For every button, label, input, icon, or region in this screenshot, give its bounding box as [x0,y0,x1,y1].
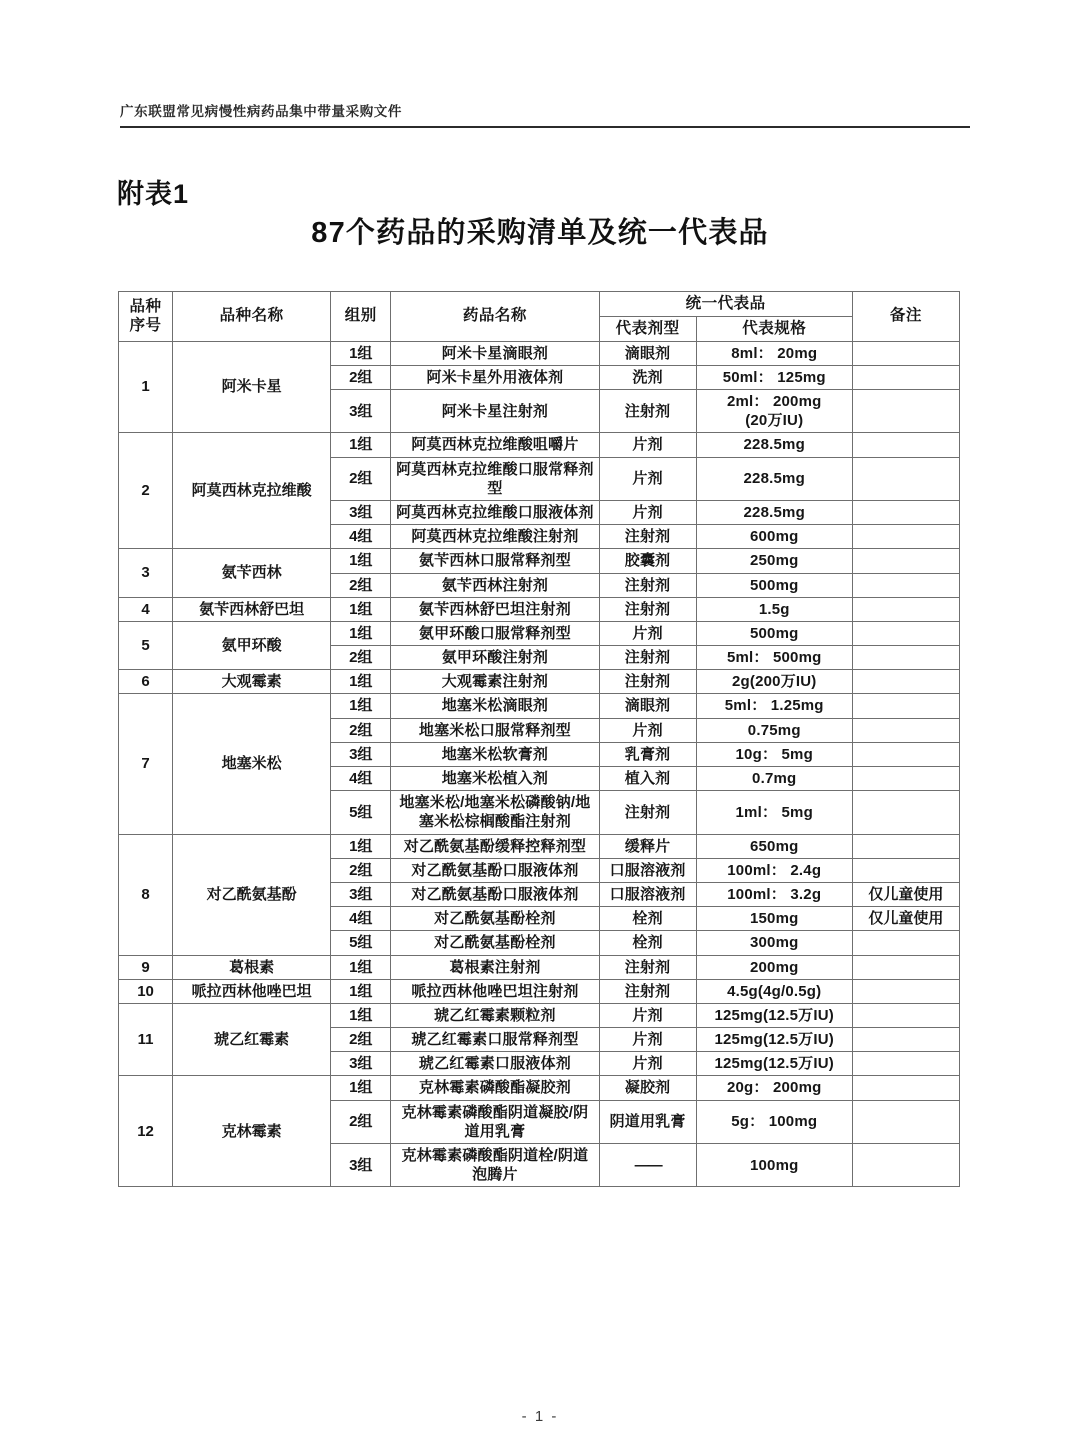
cell-drug-name: 琥乙红霉素口服液体剂 [391,1052,599,1076]
cell-note [852,718,959,742]
cell-representative-spec: 2g(200万IU) [696,670,852,694]
cell-representative-form: 注射剂 [599,390,696,433]
cell-note [852,791,959,834]
table-row [119,979,960,1003]
cell-variety-index: 3 [119,549,173,597]
cell-representative-spec: 20g： 200mg [696,1076,852,1100]
spec-line-1: 2ml： 200mg [726,393,822,411]
table-row [119,549,960,573]
cell-note [852,742,959,766]
cell-note [852,341,959,365]
cell-note: 仅儿童使用 [852,882,959,906]
cell-group: 2组 [331,457,391,500]
cell-variety-index: 1 [119,341,173,433]
table-row [119,341,960,365]
cell-representative-form: 栓剂 [599,931,696,955]
cell-variety-index: 9 [119,955,173,979]
table-row [119,834,960,858]
cell-representative-form: 阴道用乳膏 [599,1100,696,1143]
cell-representative-spec: 0.75mg [696,718,852,742]
cell-group: 3组 [331,1052,391,1076]
cell-representative-spec: 5ml： 500mg [696,646,852,670]
cell-representative-form: 乳膏剂 [599,742,696,766]
spec-line-2: (20万IU) [745,412,804,430]
header-index [119,292,173,342]
cell-group: 3组 [331,390,391,433]
cell-group: 1组 [331,341,391,365]
header-divider [120,126,970,128]
cell-drug-name: 对乙酰氨基酚缓释控释剂型 [391,834,599,858]
cell-representative-form: 口服溶液剂 [599,882,696,906]
cell-representative-form: 片剂 [599,500,696,524]
cell-drug-name: 阿莫西林克拉维酸口服液体剂 [391,500,599,524]
cell-representative-form: 片剂 [599,1028,696,1052]
cell-note [852,365,959,389]
table-body [119,341,960,1187]
cell-drug-name: 阿莫西林克拉维酸注射剂 [391,525,599,549]
cell-note [852,500,959,524]
cell-representative-form: 口服溶液剂 [599,858,696,882]
cell-group: 4组 [331,767,391,791]
cell-variety-name: 氨甲环酸 [173,621,331,669]
table-row [119,433,960,457]
cell-variety-index: 7 [119,694,173,834]
cell-note [852,1100,959,1143]
cell-note [852,549,959,573]
header-variety-name: 品种名称 [173,292,331,342]
cell-drug-name: 地塞米松软膏剂 [391,742,599,766]
cell-representative-spec: 200mg [696,955,852,979]
cell-representative-form: 缓释片 [599,834,696,858]
drug-procurement-table-wrapper [118,291,960,1187]
cell-note [852,767,959,791]
cell-representative-spec: 5g： 100mg [696,1100,852,1143]
running-header [120,100,970,128]
cell-note [852,670,959,694]
cell-group: 1组 [331,955,391,979]
cell-representative-spec: 100ml： 2.4g [696,858,852,882]
cell-variety-index: 2 [119,433,173,549]
cell-note [852,955,959,979]
cell-note [852,834,959,858]
cell-drug-name: 对乙酰氨基酚口服液体剂 [391,858,599,882]
cell-variety-index: 5 [119,621,173,669]
cell-variety-index: 12 [119,1076,173,1187]
cell-representative-form: 栓剂 [599,907,696,931]
cell-note [852,390,959,433]
cell-representative-form: 片剂 [599,1003,696,1027]
cell-drug-name: 氨苄西林口服常释剂型 [391,549,599,573]
cell-drug-name: 地塞米松口服常释剂型 [391,718,599,742]
table-row [119,597,960,621]
cell-drug-name: 对乙酰氨基酚栓剂 [391,931,599,955]
cell-representative-spec: 500mg [696,573,852,597]
cell-drug-name: 阿莫西林克拉维酸口服常释剂型 [391,457,599,500]
cell-drug-name: 氨甲环酸注射剂 [391,646,599,670]
cell-drug-name: 阿莫西林克拉维酸咀嚼片 [391,433,599,457]
header-index-line2: 序号 [129,317,162,335]
cell-note [852,1076,959,1100]
table-header-row-1 [119,292,960,317]
cell-representative-form: 注射剂 [599,525,696,549]
cell-drug-name: 克林霉素磷酸酯凝胶剂 [391,1076,599,1100]
em-dash-placeholder: —— [634,1156,661,1174]
cell-group: 2组 [331,646,391,670]
cell-representative-spec: 150mg [696,907,852,931]
cell-representative-spec: 100ml： 3.2g [696,882,852,906]
cell-variety-index: 4 [119,597,173,621]
cell-note [852,694,959,718]
cell-group: 2组 [331,1028,391,1052]
cell-variety-name: 哌拉西林他唑巴坦 [173,979,331,1003]
cell-representative-form: 片剂 [599,621,696,645]
cell-representative-form: 凝胶剂 [599,1076,696,1100]
cell-representative-spec [696,390,852,433]
cell-drug-name: 地塞米松滴眼剂 [391,694,599,718]
cell-drug-name: 克林霉素磷酸酯阴道栓/阴道泡腾片 [391,1144,599,1187]
cell-representative-spec: 500mg [696,621,852,645]
cell-representative-form: 注射剂 [599,573,696,597]
header-rep-spec: 代表规格 [696,316,852,341]
cell-group: 1组 [331,834,391,858]
cell-drug-name: 琥乙红霉素颗粒剂 [391,1003,599,1027]
cell-representative-spec: 0.7mg [696,767,852,791]
cell-representative-spec: 125mg(12.5万IU) [696,1028,852,1052]
cell-group: 2组 [331,858,391,882]
cell-note [852,1003,959,1027]
cell-representative-spec: 50ml： 125mg [696,365,852,389]
header-unified-representative: 统一代表品 [599,292,852,317]
cell-drug-name: 地塞米松/地塞米松磷酸钠/地塞米松棕榈酸酯注射剂 [391,791,599,834]
cell-representative-form: 注射剂 [599,791,696,834]
cell-representative-form: 滴眼剂 [599,694,696,718]
cell-representative-form: 片剂 [599,1052,696,1076]
cell-variety-name: 氨苄西林舒巴坦 [173,597,331,621]
cell-variety-index: 10 [119,979,173,1003]
table-row [119,1003,960,1027]
cell-drug-name: 对乙酰氨基酚栓剂 [391,907,599,931]
cell-variety-name: 地塞米松 [173,694,331,834]
cell-group: 1组 [331,1003,391,1027]
cell-drug-name: 克林霉素磷酸酯阴道凝胶/阴道用乳膏 [391,1100,599,1143]
cell-note [852,1144,959,1187]
cell-representative-form: 片剂 [599,718,696,742]
cell-representative-form: 片剂 [599,457,696,500]
header-drug-name: 药品名称 [391,292,599,342]
cell-representative-spec: 250mg [696,549,852,573]
cell-drug-name: 地塞米松植入剂 [391,767,599,791]
cell-group: 5组 [331,931,391,955]
cell-variety-name: 阿米卡星 [173,341,331,433]
cell-group: 2组 [331,718,391,742]
cell-note [852,1052,959,1076]
cell-group: 2组 [331,573,391,597]
table-row [119,621,960,645]
cell-representative-spec: 125mg(12.5万IU) [696,1052,852,1076]
cell-note [852,433,959,457]
cell-representative-spec: 4.5g(4g/0.5g) [696,979,852,1003]
cell-group: 1组 [331,597,391,621]
cell-representative-form: 胶囊剂 [599,549,696,573]
cell-drug-name: 哌拉西林他唑巴坦注射剂 [391,979,599,1003]
cell-representative-spec: 1.5g [696,597,852,621]
cell-group: 5组 [331,791,391,834]
header-group: 组别 [331,292,391,342]
cell-representative-form: 片剂 [599,433,696,457]
cell-note: 仅儿童使用 [852,907,959,931]
cell-group: 3组 [331,1144,391,1187]
table-head [119,292,960,342]
cell-representative-spec: 300mg [696,931,852,955]
cell-note [852,573,959,597]
attachment-label: 附表1 [117,179,190,209]
cell-group: 1组 [331,433,391,457]
cell-group: 3组 [331,882,391,906]
cell-representative-spec: 228.5mg [696,433,852,457]
cell-drug-name: 葛根素注射剂 [391,955,599,979]
page-number: - 1 - [521,1408,559,1425]
cell-variety-name: 氨苄西林 [173,549,331,597]
header-rep-form: 代表剂型 [599,316,696,341]
cell-note [852,597,959,621]
page-title: 87个药品的采购清单及统一代表品 [311,217,769,249]
cell-representative-spec: 1ml： 5mg [696,791,852,834]
cell-variety-name: 对乙酰氨基酚 [173,834,331,955]
cell-group: 1组 [331,979,391,1003]
cell-group: 1组 [331,694,391,718]
cell-drug-name: 氨苄西林注射剂 [391,573,599,597]
running-header-text: 广东联盟常见病慢性病药品集中带量采购文件 [120,104,402,120]
cell-variety-index: 11 [119,1003,173,1076]
cell-representative-spec: 228.5mg [696,457,852,500]
header-note: 备注 [852,292,959,342]
cell-drug-name: 阿米卡星滴眼剂 [391,341,599,365]
cell-representative-form: 注射剂 [599,646,696,670]
cell-representative-spec: 228.5mg [696,500,852,524]
table-row [119,1076,960,1100]
cell-representative-spec: 5ml： 1.25mg [696,694,852,718]
cell-representative-form: 注射剂 [599,670,696,694]
table-row [119,694,960,718]
cell-representative-form: 洗剂 [599,365,696,389]
cell-variety-index: 8 [119,834,173,955]
cell-representative-form: 植入剂 [599,767,696,791]
cell-variety-name: 阿莫西林克拉维酸 [173,433,331,549]
cell-drug-name: 氨苄西林舒巴坦注射剂 [391,597,599,621]
cell-variety-name: 琥乙红霉素 [173,1003,331,1076]
cell-variety-name: 大观霉素 [173,670,331,694]
cell-variety-index: 6 [119,670,173,694]
cell-group: 2组 [331,1100,391,1143]
cell-note [852,1028,959,1052]
cell-drug-name: 大观霉素注射剂 [391,670,599,694]
cell-representative-spec: 650mg [696,834,852,858]
cell-representative-form: 注射剂 [599,597,696,621]
cell-note [852,858,959,882]
cell-group: 1组 [331,1076,391,1100]
cell-group: 2组 [331,365,391,389]
header-index-line1: 品种 [129,297,162,315]
cell-group: 3组 [331,742,391,766]
cell-representative-form: 注射剂 [599,979,696,1003]
cell-group: 1组 [331,621,391,645]
cell-representative-form: 滴眼剂 [599,341,696,365]
cell-group: 4组 [331,907,391,931]
table-row [119,955,960,979]
cell-variety-name: 克林霉素 [173,1076,331,1187]
cell-note [852,621,959,645]
cell-note [852,979,959,1003]
cell-representative-spec: 100mg [696,1144,852,1187]
cell-drug-name: 琥乙红霉素口服常释剂型 [391,1028,599,1052]
cell-drug-name: 对乙酰氨基酚口服液体剂 [391,882,599,906]
cell-drug-name: 阿米卡星注射剂 [391,390,599,433]
cell-drug-name: 阿米卡星外用液体剂 [391,365,599,389]
cell-representative-spec: 8ml： 20mg [696,341,852,365]
cell-variety-name: 葛根素 [173,955,331,979]
cell-note [852,646,959,670]
cell-note [852,525,959,549]
cell-representative-spec: 600mg [696,525,852,549]
cell-note [852,931,959,955]
cell-representative-form [599,1144,696,1187]
cell-representative-spec: 10g： 5mg [696,742,852,766]
drug-procurement-table [118,291,960,1187]
cell-representative-form: 注射剂 [599,955,696,979]
cell-representative-spec: 125mg(12.5万IU) [696,1003,852,1027]
cell-drug-name: 氨甲环酸口服常释剂型 [391,621,599,645]
cell-group: 3组 [331,500,391,524]
cell-group: 1组 [331,549,391,573]
cell-group: 1组 [331,670,391,694]
table-row [119,670,960,694]
cell-group: 4组 [331,525,391,549]
cell-note [852,457,959,500]
